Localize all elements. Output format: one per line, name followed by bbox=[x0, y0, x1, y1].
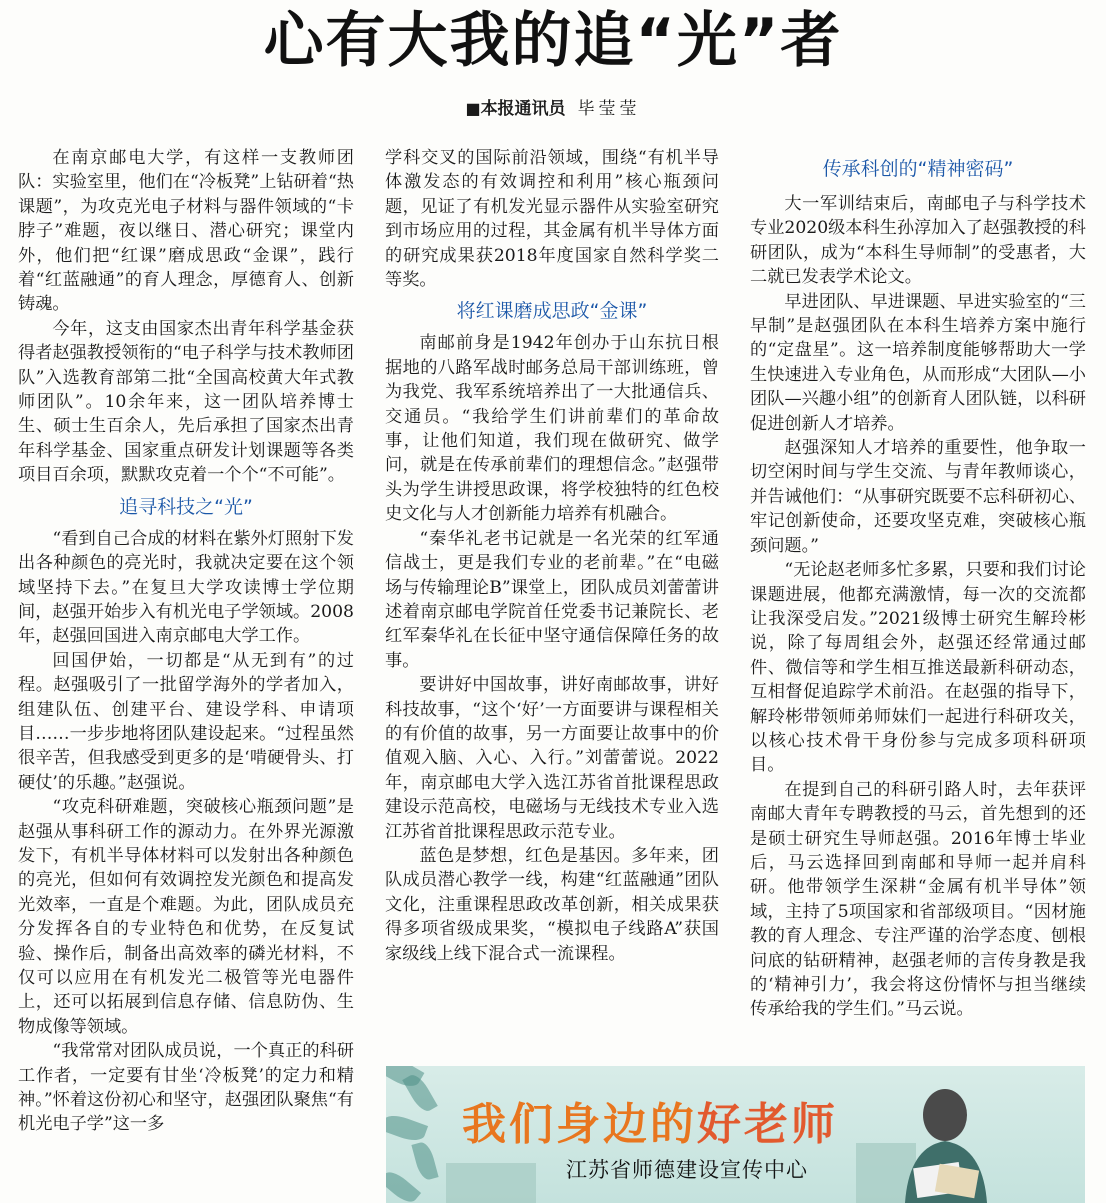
section-heading: 传承科创的“精神密码” bbox=[822, 158, 1014, 180]
building-silhouette bbox=[446, 1163, 536, 1203]
page-title: 心有大我的追“光”者 bbox=[263, 6, 843, 76]
paragraph: “秦华礼老书记就是一名光荣的红军通信战士，更是我们专业的老前辈。”在“电磁场与传输理论B”课堂上，团队成员刘蕾蕾讲述着南京邮电学院首任党委书记兼院长、老红军秦华礼在长征中坚守通信保障任务的故事。 bbox=[385, 528, 719, 671]
section-heading: 追寻科技之“光” bbox=[119, 495, 253, 518]
paragraph: “我常常对团队成员说，一个真正的科研工作者，一定要有甘坐‘冷板凳’的定力和精神。”怀着这份初心和坚守，赵强团队聚焦“有机光电子学”这一多 bbox=[18, 1041, 354, 1135]
paragraph: 要讲好中国故事，讲好南邮故事，讲好科技故事，“这个‘好’一方面要讲与课程相关的有价值的故事，另一方面要让故事中的价值观入脑、入心、入行。”刘蕾蕾说。2022年，南京邮电大学入选江苏省首批课程思政建设示范高校，电磁场与无线技术专业入选江苏省首批课程思政示范专业。 bbox=[385, 675, 719, 842]
byline-marker: ■ bbox=[465, 99, 481, 118]
leaf-decoration bbox=[411, 1140, 438, 1181]
byline bbox=[0, 96, 1106, 122]
paragraph: 早进团队、早进课题、早进实验室的“三早制”是赵强团队在本科生培养方案中施行的“定盘星”。这一培养制度能够帮助大一学生快速进入专业角色，从而形成“大团队—小团队—兴趣小组”的创新育人团队链，以科研促进创新人才培养。 bbox=[750, 291, 1086, 434]
article-column-3 bbox=[750, 146, 1086, 1061]
section-heading: 将红课磨成思政“金课” bbox=[456, 300, 648, 323]
paragraph: 学科交叉的国际前沿领域，围绕“有机半导体激发态的有效调控和利用”核心瓶颈问题，见证了有机发光显示器件从实验室研究到市场应用的过程，其金属有机半导体方面的研究成果获2018年度国家自然科学奖二等奖。 bbox=[385, 148, 719, 291]
paragraph: 蓝色是梦想，红色是基因。多年来，团队成员潜心教学一线，构建“红蓝融通”团队文化，注重课程思政改革创新，相关成果获得多项省级成果奖，“模拟电子线路A”获国家级线上线下混合式一流课程。 bbox=[385, 845, 719, 964]
paragraph: 回国伊始，一切都是“从无到有”的过程。赵强吸引了一批留学海外的学者加入，组建队伍、创建平台、建设学科、申请项目……一步步地将团队建设起来。“过程虽然很辛苦，但我感受到更多的是‘啃硬骨头、打硬仗’的乐趣。”赵强说。 bbox=[18, 650, 354, 793]
slogan-part2: 好老师 bbox=[697, 1099, 838, 1150]
promo-banner bbox=[386, 1066, 1085, 1203]
teacher-reading-illustration bbox=[875, 1085, 1015, 1203]
paragraph: 在提到自己的科研引路人时，去年获评南邮大青年专聘教授的马云，首先想到的还是硕士研究生导师赵强。2016年博士毕业后，马云选择回到南邮和导师一起并肩科研。他带领学生深耕“金属有机半导体”领域，主持了5项国家和省部级项目。“因材施教的育人理念、专注严谨的治学态度、刨根问底的钻研精神，赵强老师的言传身教是我的‘精神引力’，我会将这份情怀与担当继续传承给我的学生们。”马云说。 bbox=[750, 779, 1086, 1020]
banner-organization: 江苏省师德建设宣传中心 bbox=[566, 1158, 808, 1182]
byline-label: 本报通讯员 bbox=[480, 99, 566, 119]
leaf-decoration bbox=[386, 1111, 428, 1145]
paragraph: 今年，这支由国家杰出青年科学基金获得者赵强教授领衔的“电子科学与技术教师团队”入选教育部第二批“全国高校黄大年式教师团队”。10余年来，这一团队培养博士生、硕士生百余人，先后承担了国家杰出青年科学基金、国家重点研发计划课题等各类项目百余项，默默攻克着一个个“不可能”。 bbox=[18, 318, 354, 486]
paragraph: 南邮前身是1942年创办于山东抗日根据地的八路军战时邮务总局干部训练班，曾为我党、我军系统培养出了一大批通信兵、交通员。“我给学生们讲前辈们的革命故事，让他们知道，我们现在做研究、做学问，就是在传承前辈们的理想信念。”赵强带头为学生讲授思政课，将学校独特的红色校史文化与人才创新能力培养有机融合。 bbox=[385, 333, 719, 525]
slogan-part1: 我们身边的 bbox=[462, 1099, 697, 1150]
paragraph: “看到自己合成的材料在紫外灯照射下发出各种颜色的亮光时，我就决定要在这个领域坚持下去。”在复旦大学攻读博士学位期间，赵强开始步入有机光电子学领域。2008年，赵强回国进入南京邮电大学工作。 bbox=[18, 528, 354, 647]
paragraph: “攻克科研难题，突破核心瓶颈问题”是赵强从事科研工作的源动力。在外界光源激发下，有机半导体材料可以发射出各种颜色的亮光，但如何有效调控发光颜色和提高发光效率，一直是个难题。为此，团队成员充分发挥各自的专业特色和优势，在反复试验、操作后，制备出高效率的磷光材料，不仅可以应用在有机发光二极管等光电器件上，还可以拓展到信息存储、信息防伪、生物成像等领域。 bbox=[18, 797, 354, 1037]
paragraph: 在南京邮电大学，有这样一支教师团队：实验室里，他们在“冷板凳”上钻研着“热课题”，为攻克光电子材料与器件领域的“卡脖子”难题，夜以继日、潜心研究；课堂内外，他们把“红课”磨成思政“金课”，践行着“红蓝融通”的育人理念，厚德育人、创新铸魂。 bbox=[18, 148, 354, 315]
article-column-2 bbox=[385, 146, 719, 1061]
paragraph: 赵强深知人才培养的重要性，他争取一切空闲时间与学生交流、与青年教师谈心，并告诫他们：“从事研究既要不忘科研初心、牢记创新使命，还要攻坚克难，突破核心瓶颈问题。” bbox=[750, 438, 1086, 556]
paragraph: 大一军训结束后，南邮电子与科学技术专业2020级本科生孙淳加入了赵强教授的科研团队，成为“本科生导师制”的受惠者，大二就已发表学术论文。 bbox=[750, 194, 1086, 288]
paragraph: “无论赵老师多忙多累，只要和我们讨论课题进展，他都充满激情，每一次的交流都让我深受启发。”2021级博士研究生解玲彬说，除了每周组会外，赵强还经常通过邮件、微信等和学生相互推送最新科研动态，互相督促追踪学术前沿。在赵强的指导下，解玲彬带领师弟师妹们一起进行科研攻关，以核心技术骨干身份参与完成多项科研项目。 bbox=[750, 560, 1086, 776]
leaf-decoration bbox=[386, 1167, 421, 1203]
banner-slogan bbox=[462, 1088, 838, 1152]
leaf-decoration bbox=[402, 1071, 438, 1115]
author-name: 毕莹莹 bbox=[577, 99, 641, 119]
article-column-1 bbox=[18, 146, 354, 1203]
